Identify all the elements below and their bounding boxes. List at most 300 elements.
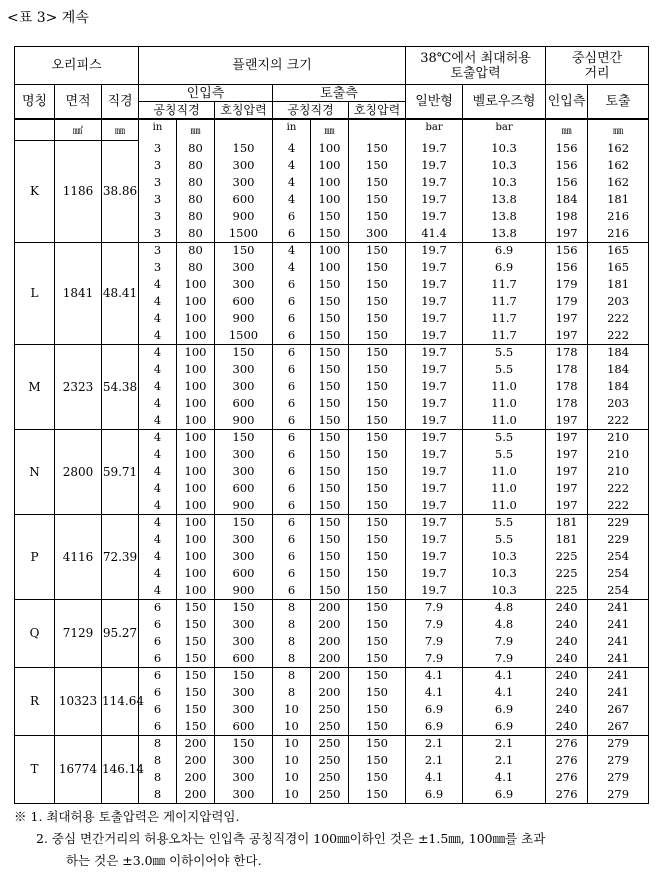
table-cell: 150 (215, 242, 273, 259)
table-cell: 216 (588, 208, 649, 225)
table-cell: 6 (273, 327, 311, 344)
table-cell: 19.7 (406, 480, 463, 497)
table-cell: 150 (349, 276, 406, 293)
table-cell: 197 (546, 446, 588, 463)
table-cell: 3 (139, 242, 177, 259)
table-cell: 100 (311, 174, 349, 191)
table-cell: 19.7 (406, 310, 463, 327)
table-cell: 600 (215, 650, 273, 667)
table-cell: 150 (215, 514, 273, 531)
unit-cell: bar (406, 119, 463, 141)
table-cell: 203 (588, 395, 649, 412)
table-cell: 240 (546, 633, 588, 650)
table-cell: 8 (139, 735, 177, 752)
table-cell: 4 (139, 344, 177, 361)
table-cell: 3 (139, 259, 177, 276)
table-cell: 3 (139, 157, 177, 174)
table-cell: 10 (273, 752, 311, 769)
table-cell: 222 (588, 480, 649, 497)
table-cell: 100 (177, 446, 215, 463)
table-cell: 6 (273, 310, 311, 327)
table-cell: 13.8 (463, 225, 546, 242)
table-cell: 2.1 (406, 735, 463, 752)
table-cell: 150 (349, 667, 406, 684)
table-cell: 600 (215, 480, 273, 497)
orifice-name: K (15, 140, 55, 242)
table-cell: 8 (139, 752, 177, 769)
table-cell: 150 (349, 293, 406, 310)
table-cell: 200 (311, 667, 349, 684)
table-cell: 240 (546, 684, 588, 701)
table-cell: 11.0 (463, 412, 546, 429)
table-cell: 4 (139, 327, 177, 344)
table-cell: 150 (349, 650, 406, 667)
table-cell: 150 (215, 599, 273, 616)
table-cell: 19.7 (406, 429, 463, 446)
inlet-nominal-dia-header: 공칭직경 (139, 102, 215, 119)
table-cell: 13.8 (463, 191, 546, 208)
table-cell: 100 (177, 514, 215, 531)
center-distance-header (546, 47, 649, 85)
table-cell: 210 (588, 446, 649, 463)
table-cell: 19.7 (406, 378, 463, 395)
normal-type-header: 일반형 (406, 85, 463, 119)
table-cell: 150 (349, 140, 406, 157)
table-cell: 150 (311, 497, 349, 514)
table-cell: 19.7 (406, 531, 463, 548)
table-cell: 150 (349, 599, 406, 616)
table-cell: 222 (588, 412, 649, 429)
table-cell: 4.1 (463, 769, 546, 786)
table-cell: 4 (139, 531, 177, 548)
table-cell: 5.5 (463, 429, 546, 446)
table-cell: 80 (177, 225, 215, 242)
table-cell: 150 (177, 667, 215, 684)
table-cell: 8 (273, 616, 311, 633)
table-cell: 241 (588, 599, 649, 616)
table-cell: 5.5 (463, 344, 546, 361)
table-cell: 150 (311, 548, 349, 565)
table-cell: 19.7 (406, 548, 463, 565)
table-cell: 150 (177, 684, 215, 701)
table-cell: 203 (588, 293, 649, 310)
table-cell: 150 (349, 191, 406, 208)
table-cell: 300 (215, 276, 273, 293)
table-cell: 150 (349, 480, 406, 497)
table-cell: 240 (546, 667, 588, 684)
table-cell: 3 (139, 140, 177, 157)
table-cell: 150 (349, 531, 406, 548)
table-cell: 276 (546, 735, 588, 752)
table-cell: 229 (588, 514, 649, 531)
table-cell: 184 (588, 361, 649, 378)
table-cell: 150 (349, 616, 406, 633)
table-cell: 19.7 (406, 191, 463, 208)
table-cell: 6 (273, 225, 311, 242)
table-cell: 241 (588, 684, 649, 701)
table-cell: 100 (177, 276, 215, 293)
orifice-area: 10323 (55, 667, 102, 735)
table-cell: 4.8 (463, 616, 546, 633)
table-cell: 6 (139, 650, 177, 667)
table-cell: 150 (311, 344, 349, 361)
table-cell: 254 (588, 582, 649, 599)
table-cell: 178 (546, 361, 588, 378)
name-header: 명칭 (15, 85, 55, 119)
table-cell: 1500 (215, 327, 273, 344)
table-cell: 156 (546, 140, 588, 157)
unit-cell: ㎜ (177, 119, 215, 141)
cd-outlet-header: 토출 (588, 85, 649, 119)
table-cell: 6 (273, 446, 311, 463)
table-body (15, 119, 649, 804)
table-cell: 300 (215, 786, 273, 803)
table-cell: 165 (588, 259, 649, 276)
table-cell: 150 (311, 446, 349, 463)
table-cell: 150 (215, 429, 273, 446)
table-cell: 150 (349, 446, 406, 463)
table-cell: 6 (273, 293, 311, 310)
table-cell: 150 (311, 361, 349, 378)
orifice-name: L (15, 242, 55, 344)
orifice-area: 1186 (55, 140, 102, 242)
table-row (15, 242, 649, 259)
table-cell: 240 (546, 599, 588, 616)
table-cell: 197 (546, 429, 588, 446)
table-cell: 8 (273, 650, 311, 667)
table-cell: 150 (311, 582, 349, 599)
table-cell: 150 (349, 752, 406, 769)
table-cell: 200 (311, 599, 349, 616)
table-cell: 150 (177, 701, 215, 718)
table-cell: 900 (215, 310, 273, 327)
orifice-header: 오리피스 (15, 47, 139, 85)
table-cell: 11.0 (463, 378, 546, 395)
table-cell: 10.3 (463, 548, 546, 565)
table-cell: 240 (546, 650, 588, 667)
table-cell: 225 (546, 582, 588, 599)
table-cell: 4 (139, 497, 177, 514)
table-cell: 150 (215, 140, 273, 157)
table-cell: 241 (588, 667, 649, 684)
table-cell: 156 (546, 174, 588, 191)
table-cell: 4 (273, 259, 311, 276)
table-cell: 150 (349, 174, 406, 191)
table-cell: 150 (349, 684, 406, 701)
table-cell: 4 (139, 412, 177, 429)
table-cell: 150 (311, 293, 349, 310)
table-cell: 150 (311, 225, 349, 242)
table-cell: 19.7 (406, 361, 463, 378)
table-caption: <표 3> 계속 (7, 10, 89, 26)
table-cell: 2.1 (463, 752, 546, 769)
table-cell: 150 (349, 259, 406, 276)
table-cell: 6 (273, 208, 311, 225)
table-cell: 300 (215, 769, 273, 786)
table-cell: 150 (311, 395, 349, 412)
table-cell: 150 (349, 327, 406, 344)
table-cell: 150 (349, 701, 406, 718)
table-cell: 200 (311, 616, 349, 633)
unit-cell (15, 119, 55, 141)
table-cell: 100 (177, 429, 215, 446)
table-cell: 150 (215, 735, 273, 752)
table-cell: 241 (588, 633, 649, 650)
table-cell: 300 (215, 701, 273, 718)
table-cell: 10.3 (463, 174, 546, 191)
table-cell: 156 (546, 259, 588, 276)
table-cell: 150 (311, 412, 349, 429)
table-cell: 200 (177, 786, 215, 803)
table-cell: 7.9 (406, 650, 463, 667)
table-cell: 5.5 (463, 514, 546, 531)
table-cell: 254 (588, 565, 649, 582)
table-cell: 150 (311, 378, 349, 395)
table-cell: 267 (588, 701, 649, 718)
table-cell: 80 (177, 140, 215, 157)
table-cell: 3 (139, 174, 177, 191)
table-cell: 179 (546, 276, 588, 293)
table-cell: 197 (546, 412, 588, 429)
unit-cell: bar (463, 119, 546, 141)
table-cell: 300 (215, 174, 273, 191)
notes (14, 806, 654, 872)
table-cell: 150 (177, 633, 215, 650)
unit-cell (349, 119, 406, 141)
table-cell: 200 (177, 769, 215, 786)
orifice-name: T (15, 735, 55, 803)
table-cell: 150 (349, 242, 406, 259)
note-1 (14, 806, 654, 828)
table-cell: 10 (273, 701, 311, 718)
table-cell: 150 (349, 582, 406, 599)
table-cell: 300 (215, 157, 273, 174)
table-cell: 162 (588, 140, 649, 157)
table-cell: 10 (273, 735, 311, 752)
table-cell: 19.7 (406, 276, 463, 293)
table-cell: 4.1 (463, 684, 546, 701)
unit-cell: ㎟ (55, 119, 102, 141)
table-cell: 8 (273, 684, 311, 701)
table-cell: 10.3 (463, 140, 546, 157)
table-cell: 6 (273, 548, 311, 565)
table-cell: 150 (311, 565, 349, 582)
table-cell: 4 (139, 548, 177, 565)
table-cell: 11.0 (463, 497, 546, 514)
table-cell: 3 (139, 225, 177, 242)
orifice-name: N (15, 429, 55, 514)
table-cell: 19.7 (406, 259, 463, 276)
table-cell: 300 (215, 446, 273, 463)
table-cell: 150 (349, 786, 406, 803)
unit-cell: ㎜ (311, 119, 349, 141)
table-row (15, 344, 649, 361)
table-cell: 150 (215, 344, 273, 361)
unit-cell: ㎜ (102, 119, 139, 141)
outlet-header: 토출측 (273, 85, 406, 102)
table-cell: 150 (349, 157, 406, 174)
table-cell: 6 (139, 701, 177, 718)
table-cell: 11.7 (463, 310, 546, 327)
table-cell: 178 (546, 344, 588, 361)
table-cell: 4 (273, 242, 311, 259)
table-cell: 19.7 (406, 565, 463, 582)
table-cell: 150 (311, 429, 349, 446)
table-cell: 150 (349, 463, 406, 480)
table-cell: 4 (139, 446, 177, 463)
table-cell: 41.4 (406, 225, 463, 242)
table-cell: 150 (177, 599, 215, 616)
table-cell: 181 (588, 191, 649, 208)
table-cell: 250 (311, 752, 349, 769)
table-cell: 100 (177, 344, 215, 361)
table-cell: 150 (349, 769, 406, 786)
table-cell: 150 (349, 718, 406, 735)
table-cell: 3 (139, 191, 177, 208)
orifice-diameter: 95.27 (102, 599, 139, 667)
table-cell: 6 (273, 276, 311, 293)
table-cell: 4 (139, 361, 177, 378)
table-cell: 6 (273, 412, 311, 429)
table-cell: 6 (139, 667, 177, 684)
table-cell: 250 (311, 769, 349, 786)
table-cell: 100 (311, 140, 349, 157)
table-cell: 198 (546, 208, 588, 225)
table-cell: 4 (273, 140, 311, 157)
table-cell: 222 (588, 497, 649, 514)
table-cell: 100 (177, 293, 215, 310)
table-row (15, 140, 649, 157)
table-cell: 100 (311, 259, 349, 276)
table-cell: 300 (215, 548, 273, 565)
table-cell: 6 (273, 378, 311, 395)
table-cell: 11.7 (463, 293, 546, 310)
table-cell: 5.5 (463, 446, 546, 463)
table-cell: 4.1 (406, 684, 463, 701)
table-cell: 197 (546, 463, 588, 480)
table-cell: 150 (311, 514, 349, 531)
inlet-header: 인입측 (139, 85, 273, 102)
table-cell: 6 (273, 497, 311, 514)
table-cell: 200 (177, 752, 215, 769)
table-cell: 4 (139, 582, 177, 599)
table-cell: 600 (215, 293, 273, 310)
table-cell: 80 (177, 157, 215, 174)
table-cell: 197 (546, 327, 588, 344)
table-cell: 11.7 (463, 276, 546, 293)
units-row (15, 119, 649, 141)
table-cell: 6 (273, 463, 311, 480)
table-cell: 10 (273, 769, 311, 786)
table-cell: 11.0 (463, 480, 546, 497)
table-cell: 6 (273, 531, 311, 548)
table-cell: 100 (177, 565, 215, 582)
table-cell: 150 (311, 327, 349, 344)
orifice-name: P (15, 514, 55, 599)
table-cell: 6.9 (463, 718, 546, 735)
table-cell: 19.7 (406, 140, 463, 157)
table-cell: 8 (273, 667, 311, 684)
table-cell: 100 (177, 582, 215, 599)
table-cell: 250 (311, 718, 349, 735)
table-cell: 225 (546, 565, 588, 582)
table-cell: 250 (311, 786, 349, 803)
table-cell: 200 (177, 735, 215, 752)
table-cell: 250 (311, 735, 349, 752)
table-cell: 150 (311, 531, 349, 548)
orifice-name: M (15, 344, 55, 429)
table-cell: 6.9 (463, 786, 546, 803)
table-cell: 222 (588, 327, 649, 344)
orifice-diameter: 38.86 (102, 140, 139, 242)
table-cell: 300 (215, 684, 273, 701)
table-cell: 19.7 (406, 157, 463, 174)
table-row (15, 735, 649, 752)
table-cell: 900 (215, 497, 273, 514)
table-cell: 10.3 (463, 582, 546, 599)
table-cell: 276 (546, 769, 588, 786)
note-1-text: 1. 최대허용 토출압력은 게이지압력임. (30, 809, 240, 824)
table-cell: 4 (139, 565, 177, 582)
table-cell: 4 (139, 395, 177, 412)
center-distance-line2: 거리 (584, 65, 610, 81)
table-cell: 6 (139, 718, 177, 735)
note-mark: ※ (14, 809, 27, 824)
table-cell: 150 (349, 361, 406, 378)
table-cell: 250 (311, 701, 349, 718)
bellows-type-header: 벨로우즈형 (463, 85, 546, 119)
orifice-area: 1841 (55, 242, 102, 344)
table-cell: 100 (177, 463, 215, 480)
table-cell: 8 (139, 786, 177, 803)
table-cell: 100 (177, 497, 215, 514)
outlet-nominal-dia-header: 공칭직경 (273, 102, 349, 119)
table-cell: 3 (139, 208, 177, 225)
unit-cell: ㎜ (588, 119, 649, 141)
table-cell: 6.9 (463, 242, 546, 259)
table-cell: 900 (215, 208, 273, 225)
table-cell: 10.3 (463, 157, 546, 174)
table-cell: 6 (139, 616, 177, 633)
table-cell: 4.8 (463, 599, 546, 616)
table-cell: 4 (273, 191, 311, 208)
table-cell: 150 (349, 208, 406, 225)
table-cell: 210 (588, 463, 649, 480)
unit-cell: ㎜ (546, 119, 588, 141)
table-cell: 1500 (215, 225, 273, 242)
spec-table (14, 46, 649, 804)
table-cell: 10.3 (463, 565, 546, 582)
table-cell: 6 (273, 344, 311, 361)
table-cell: 197 (546, 310, 588, 327)
table-cell: 6.9 (463, 701, 546, 718)
diameter-header: 직경 (102, 85, 139, 119)
unit-cell (215, 119, 273, 141)
table-cell: 300 (215, 616, 273, 633)
table-cell: 10 (273, 786, 311, 803)
table-cell: 100 (177, 378, 215, 395)
table-cell: 200 (311, 633, 349, 650)
table-cell: 80 (177, 174, 215, 191)
table-cell: 279 (588, 752, 649, 769)
table-cell: 11.7 (463, 327, 546, 344)
table-cell: 100 (311, 191, 349, 208)
table-cell: 19.7 (406, 293, 463, 310)
table-cell: 241 (588, 650, 649, 667)
table-cell: 13.8 (463, 208, 546, 225)
table-cell: 7.9 (463, 633, 546, 650)
unit-cell: in (273, 119, 311, 141)
